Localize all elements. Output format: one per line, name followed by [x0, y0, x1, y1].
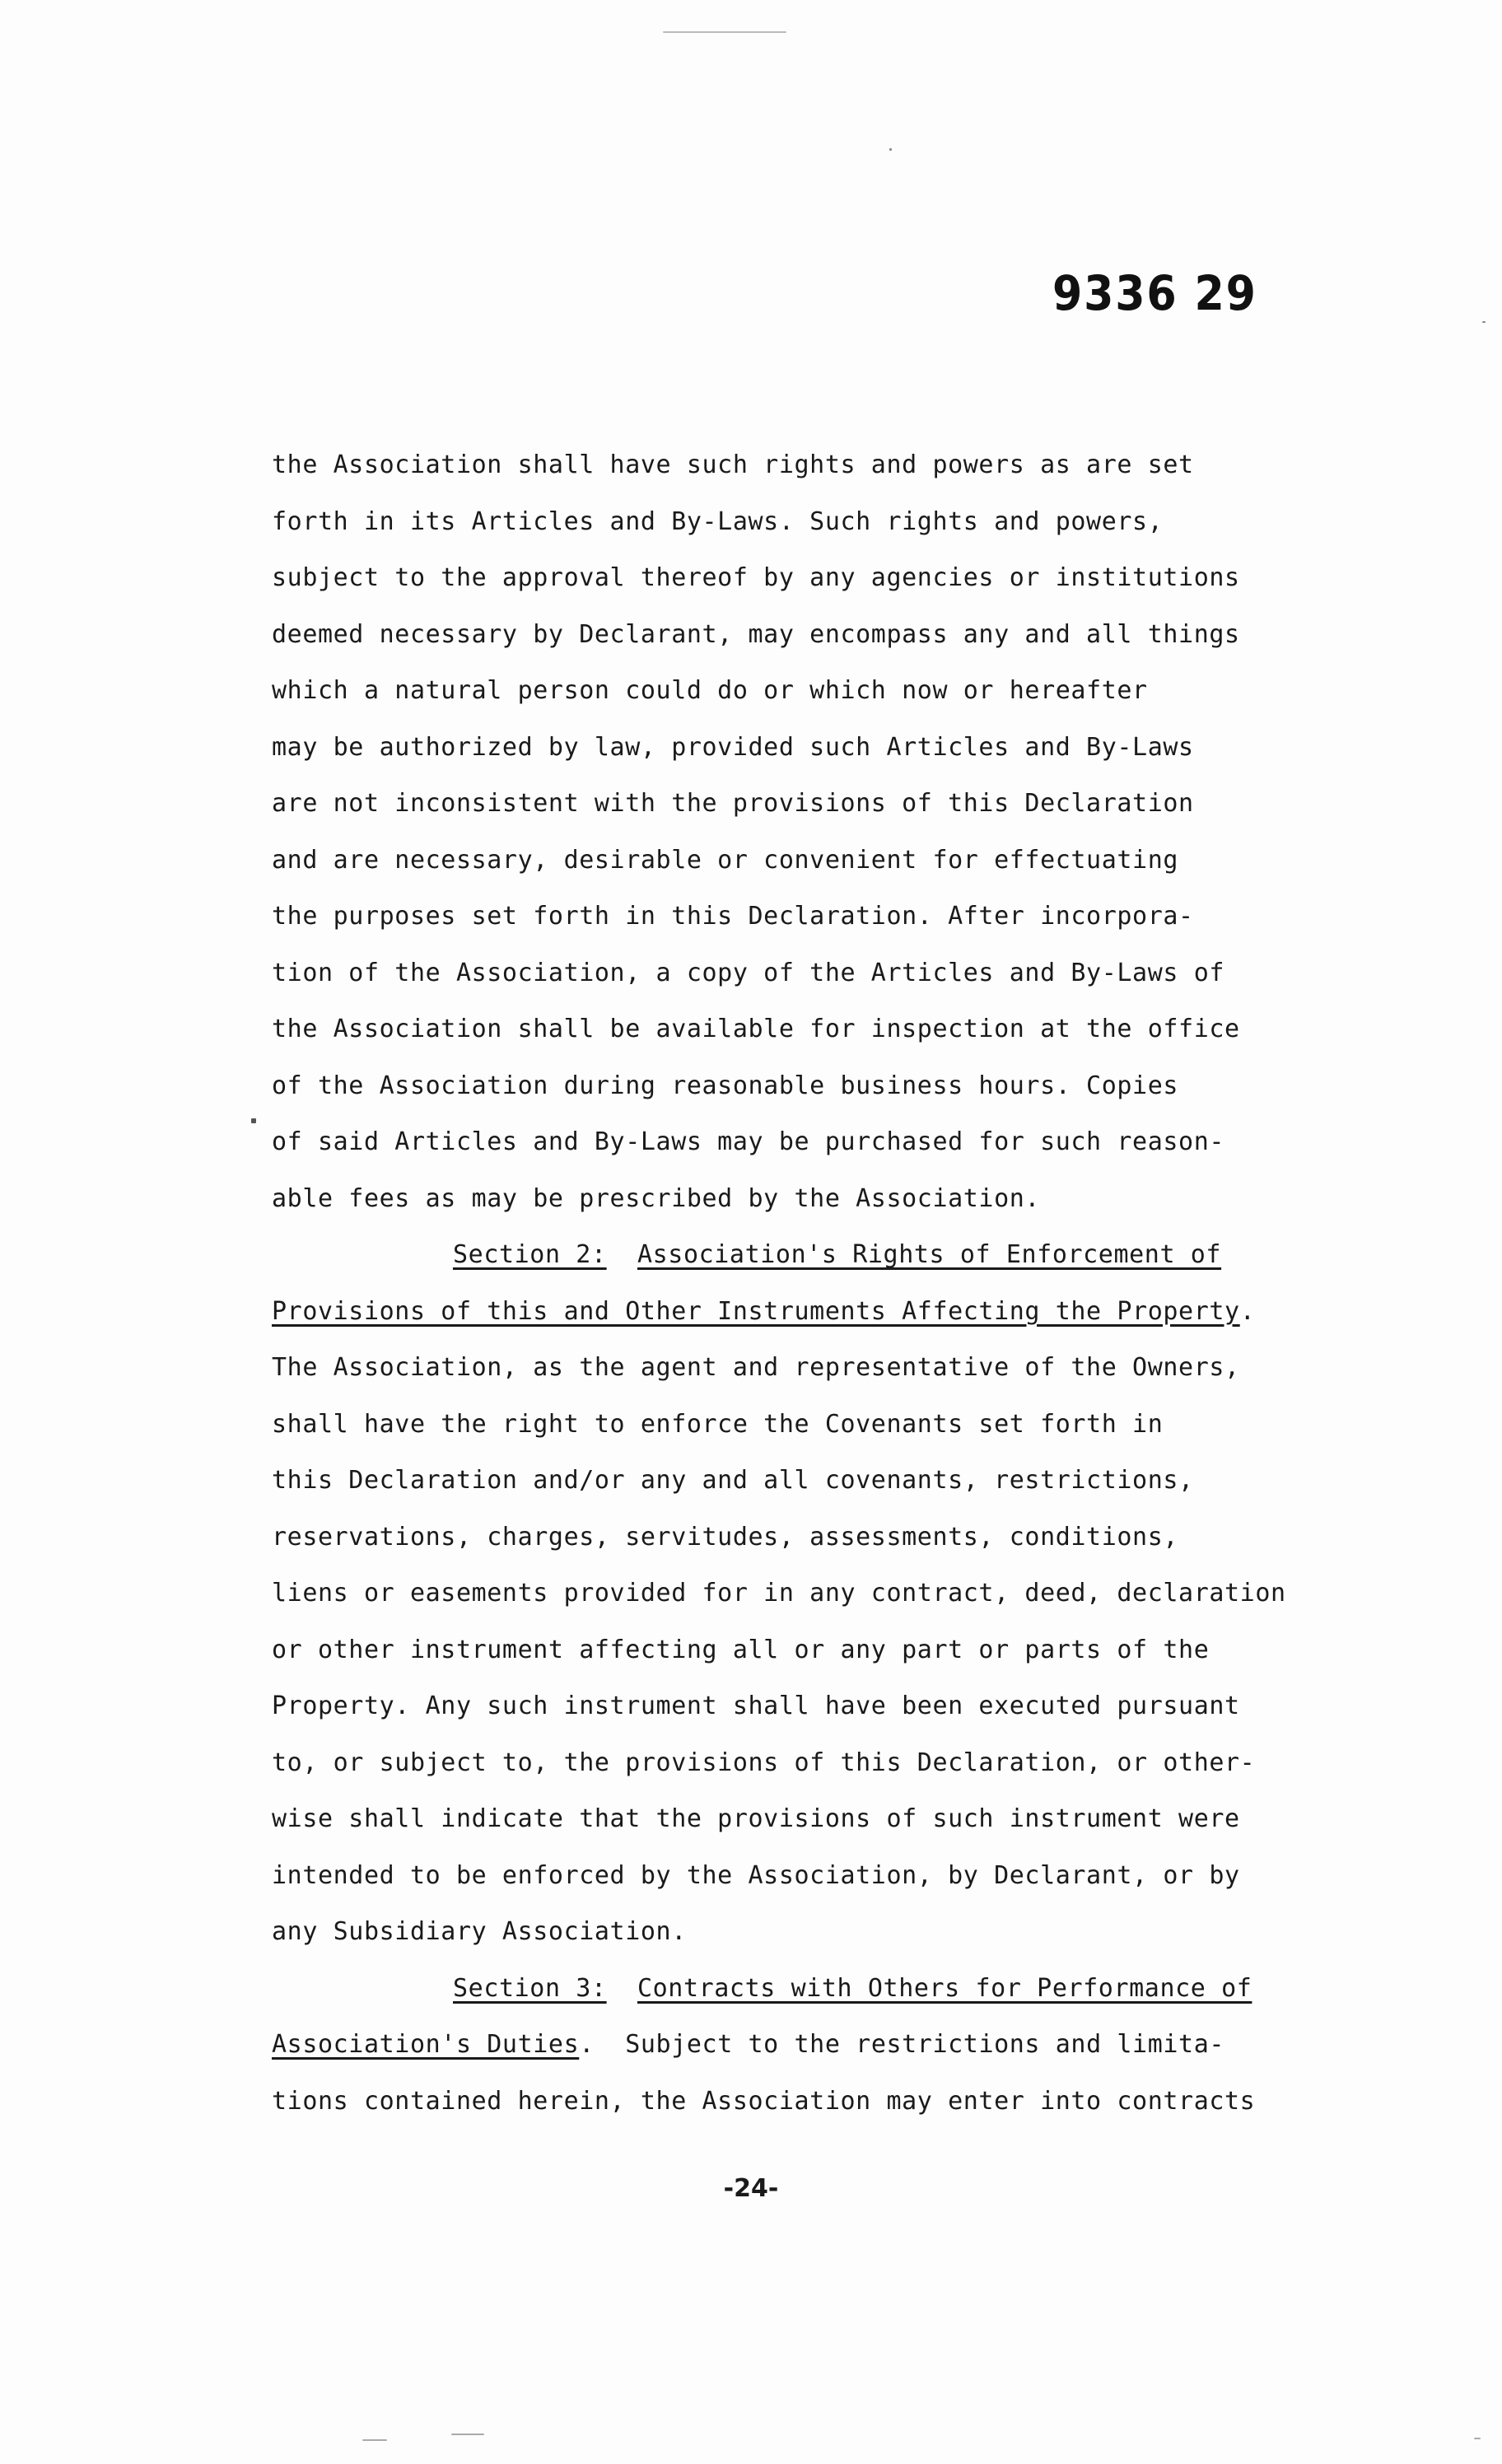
text-line: the purposes set forth in this Declaration. After incorpora- [272, 902, 1194, 931]
section-2-title-part2: Provisions of this and Other Instruments Affecting the Property [272, 1296, 1240, 1326]
text-line: of said Articles and By-Laws may be purchased for such reason- [272, 1127, 1225, 1156]
book-page-reference: 9336 29 [1052, 265, 1257, 321]
scan-artifact [251, 1118, 256, 1123]
text-line: which a natural person could do or which now or hereafter [272, 676, 1148, 705]
text-line: any Subsidiary Association. [272, 1917, 687, 1946]
scan-artifact [451, 2434, 484, 2435]
text-line: Property. Any such instrument shall have been executed pursuant [272, 1692, 1240, 1720]
scan-artifact [663, 31, 786, 33]
text-line: liens or easements provided for in any contract, deed, declaration [272, 1579, 1286, 1608]
scan-artifact [889, 148, 892, 151]
section-3-lead-in: Subject to the restrictions and limita- [594, 2030, 1225, 2059]
scan-artifact [362, 2439, 387, 2441]
text-line: forth in its Articles and By-Laws. Such rights and powers, [272, 506, 1164, 536]
text-line: shall have the right to enforce the Covenants set forth in [272, 1409, 1164, 1439]
section-3-label: Section 3: [453, 1973, 607, 2003]
text-line: to, or subject to, the provisions of this Declaration, or other- [272, 1748, 1256, 1777]
text-line: deemed necessary by Declarant, may encompass any and all things [272, 619, 1240, 649]
section-2-title-part1: Association's Rights of Enforcement of [637, 1240, 1222, 1269]
section-2-title-end: . [1239, 1296, 1256, 1326]
section-2-heading-line [272, 1239, 1425, 1295]
text-line: the Association shall be available for inspection at the office [272, 1015, 1240, 1043]
section-2-heading-line [272, 1295, 1425, 1352]
text-line: subject to the approval thereof by any agencies or institutions [272, 563, 1240, 592]
text-line: and are necessary, desirable or convenient for effectuating [272, 845, 1179, 875]
section-3-title-end: . [579, 2030, 595, 2059]
scan-artifact [1474, 2438, 1481, 2439]
text-line: tion of the Association, a copy of the Articles and By-Laws of [272, 958, 1225, 987]
section-3-heading-line [272, 2028, 1425, 2085]
body-text [272, 449, 1425, 2141]
page-number: -24- [723, 2174, 779, 2203]
text-line: the Association shall have such rights and powers as are set [272, 450, 1194, 479]
text-line: intended to be enforced by the Association, by Declarant, or by [272, 1860, 1240, 1890]
section-3-heading-line [272, 1972, 1425, 2029]
text-line: are not inconsistent with the provisions of this Declaration [272, 789, 1194, 818]
text-line: reservations, charges, servitudes, assessments, conditions, [272, 1522, 1179, 1552]
text-line: may be authorized by law, provided such Articles and By-Laws [272, 732, 1194, 762]
scan-artifact [1482, 321, 1486, 323]
section-2-label: Section 2: [453, 1240, 607, 1269]
text-line: The Association, as the agent and representative of the Owners, [272, 1353, 1240, 1382]
text-line: able fees as may be prescribed by the Association. [272, 1183, 1041, 1213]
text-line: or other instrument affecting all or any part or parts of the [272, 1635, 1210, 1664]
text-line: tions contained herein, the Association may enter into contracts [272, 2086, 1256, 2116]
text-line: wise shall indicate that the provisions of such instrument were [272, 1804, 1240, 1833]
section-3-title-part1: Contracts with Others for Performance of [637, 1973, 1252, 2003]
section-3-title-part2: Association's Duties [272, 2030, 580, 2059]
text-line: this Declaration and/or any and all covenants, restrictions, [272, 1466, 1194, 1495]
text-line: of the Association during reasonable business hours. Copies [272, 1071, 1179, 1100]
